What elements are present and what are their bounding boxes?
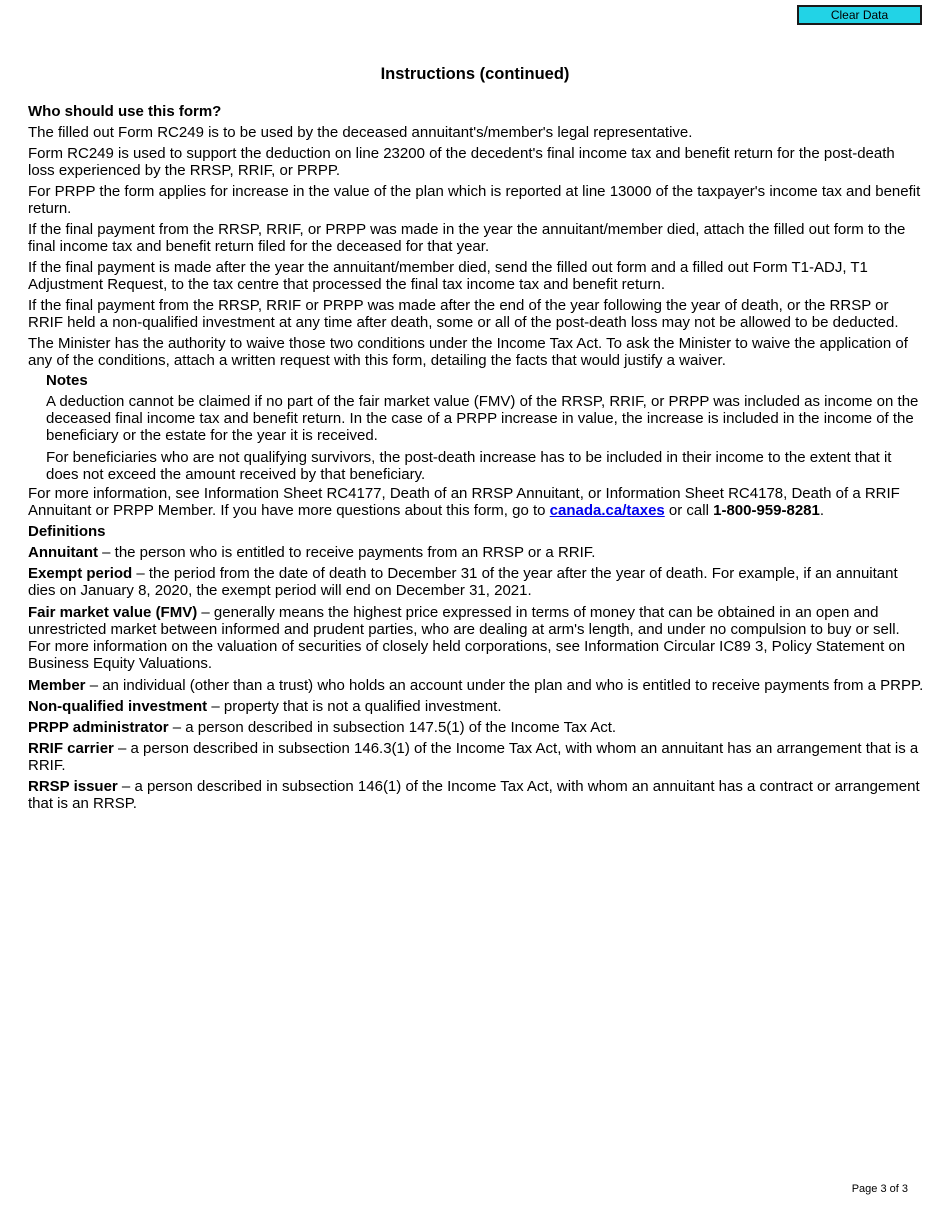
more-info-text: For more information, see Information Sheet RC4177, Death of an RRSP Annuitant, or Information Sheet RC4178, Death of a RRIF Annuitant or PRPP Member. If you have more questions about this form, go to	[28, 485, 900, 519]
definition-text: – the period from the date of death to December 31 of the year after the year of death. For example, if an annuitant dies on January 8, 2020, the exempt period will end on December 31, 2021.	[28, 565, 898, 599]
more-info-paragraph	[28, 485, 925, 519]
who-paragraph: The Minister has the authority to waive those two conditions under the Income Tax Act. To ask the Minister to waive the application of any of the conditions, attach a written request with this form, detailing the facts that would justify a waiver.	[28, 335, 908, 369]
definition-term: RRIF carrier	[28, 740, 114, 757]
definition-item	[28, 544, 925, 561]
who-paragraph: If the final payment from the RRSP, RRIF or PRPP was made after the end of the year following the year of death, or the RRSP or RRIF held a non-qualified investment at any time after death, some or all of the post-death loss may not be allowed to be deducted.	[28, 297, 899, 331]
definitions-heading: Definitions	[28, 523, 106, 540]
who-paragraph: If the final payment from the RRSP, RRIF, or PRPP was made in the year the annuitant/member died, attach the filled out form to the final income tax and benefit return filed for the deceased for that year.	[28, 221, 906, 255]
clear-data-button[interactable]: Clear Data	[797, 5, 922, 25]
definition-item	[28, 719, 925, 736]
definition-item	[28, 740, 925, 774]
definition-text: – a person described in subsection 146(1) of the Income Tax Act, with whom an annuitant has a contract or arrangement that is an RRSP.	[28, 778, 920, 812]
notes-heading: Notes	[46, 372, 88, 389]
definition-term: Annuitant	[28, 544, 98, 561]
definition-term: RRSP issuer	[28, 778, 118, 795]
definition-term: Fair market value (FMV)	[28, 604, 198, 621]
page-title: Instructions (continued)	[380, 65, 570, 83]
who-paragraph: For PRPP the form applies for increase in the value of the plan which is reported at line 13000 of the taxpayer's income tax and benefit return.	[28, 183, 921, 217]
definition-term: Non-qualified investment	[28, 698, 208, 715]
definition-text: – property that is not a qualified investment.	[207, 698, 502, 715]
definition-text: – a person described in subsection 146.3(1) of the Income Tax Act, with whom an annuitant has an arrangement that is a RRIF.	[28, 740, 919, 774]
definition-text: – generally means the highest price expressed in terms of money that can be obtained in an open and unrestricted market between informed and prudent parties, who are dealing at arm's length, and under no compulsion to buy or sell. For more information on the valuation of securities of closely held corporations, see Information Circular IC89 3, Policy Statement on Business Equity Valuations.	[28, 604, 906, 672]
more-info-call-text: or call	[664, 502, 714, 519]
definition-item	[28, 604, 925, 672]
definition-term: PRPP administrator	[28, 719, 169, 736]
more-info-end: .	[819, 502, 825, 519]
canada-taxes-link[interactable]: canada.ca/taxes	[549, 502, 665, 519]
phone-number: 1-800-959-8281	[713, 502, 820, 519]
page-number: Page 3 of 3	[851, 1183, 908, 1195]
note-paragraph: For beneficiaries who are not qualifying survivors, the post-death increase has to be included in their income to the extent that it does not exceed the amount received by that beneficiary.	[46, 449, 892, 483]
definition-item	[28, 565, 925, 599]
definition-item	[28, 778, 925, 812]
who-paragraph: The filled out Form RC249 is to be used by the deceased annuitant's/member's legal representative.	[28, 124, 693, 141]
definition-text: – a person described in subsection 147.5(1) of the Income Tax Act.	[168, 719, 617, 736]
definition-term: Member	[28, 677, 86, 694]
notes-section	[46, 372, 925, 483]
definition-item	[28, 698, 925, 715]
definition-text: – an individual (other than a trust) who holds an account under the plan and who is entitled to receive payments from a PRPP.	[85, 677, 924, 694]
definition-term: Exempt period	[28, 565, 133, 582]
who-paragraph: If the final payment is made after the year the annuitant/member died, send the filled out form and a filled out Form T1-ADJ, T1 Adjustment Request, to the tax centre that processed the final tax income tax and benefit return.	[28, 259, 868, 293]
who-paragraph: Form RC249 is used to support the deduction on line 23200 of the decedent's final income tax and benefit return for the post-death loss experienced by the RRSP, RRIF, or PRPP.	[28, 145, 895, 179]
instructions-content	[28, 103, 925, 816]
definition-text: – the person who is entitled to receive payments from an RRSP or a RRIF.	[97, 544, 596, 561]
definition-item	[28, 677, 925, 694]
who-heading: Who should use this form?	[28, 103, 222, 120]
note-paragraph: A deduction cannot be claimed if no part of the fair market value (FMV) of the RRSP, RRIF, or PRPP was included as income on the deceased final income tax and benefit return. In the case of a PRPP increase in value, the increase is included in the income of the beneficiary or the estate for the year it is received.	[46, 393, 919, 444]
